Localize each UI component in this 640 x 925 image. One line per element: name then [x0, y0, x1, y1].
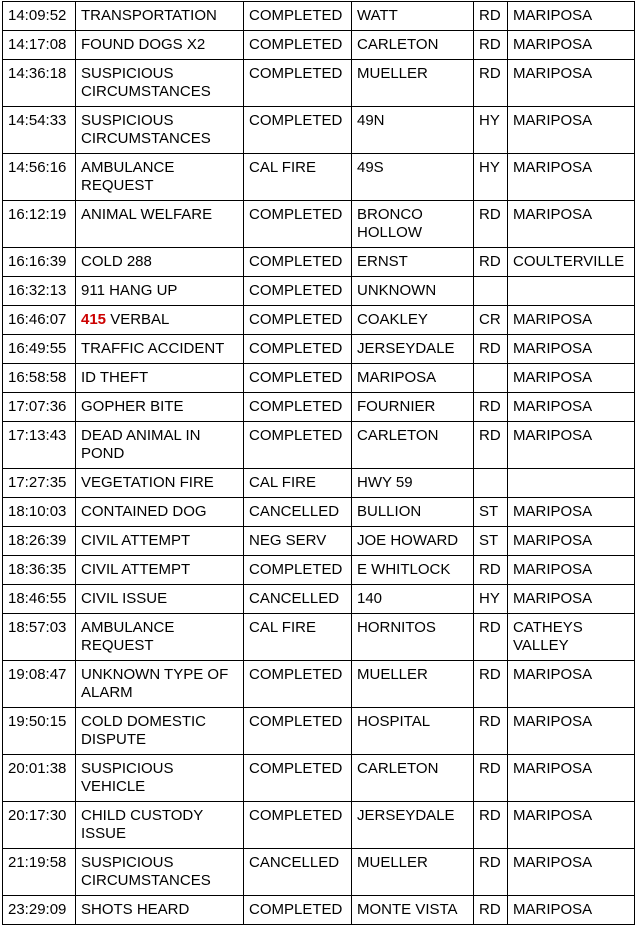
- incident-time-cell: 16:49:55: [3, 335, 76, 364]
- incident-type-cell: TRANSPORTATION: [76, 2, 244, 31]
- incident-time-cell: 23:29:09: [3, 896, 76, 925]
- incident-type-cell: UNKNOWN TYPE OF ALARM: [76, 661, 244, 708]
- incident-street-cell: COAKLEY: [352, 306, 474, 335]
- incident-type-cell: DEAD ANIMAL IN POND: [76, 422, 244, 469]
- incident-status-cell: COMPLETED: [244, 306, 352, 335]
- street-suffix-cell: HY: [474, 154, 508, 201]
- table-row: [3, 896, 635, 925]
- incident-street-cell: FOURNIER: [352, 393, 474, 422]
- street-suffix-cell: ST: [474, 527, 508, 556]
- incident-street-cell: BULLION: [352, 498, 474, 527]
- incident-street-cell: MUELLER: [352, 60, 474, 107]
- table-row: [3, 393, 635, 422]
- table-row: [3, 364, 635, 393]
- incident-status-cell: COMPLETED: [244, 31, 352, 60]
- incident-street-cell: HOSPITAL: [352, 708, 474, 755]
- incident-type-cell: AMBULANCE REQUEST: [76, 154, 244, 201]
- incident-city-cell: MARIPOSA: [508, 708, 635, 755]
- incident-time-cell: 18:46:55: [3, 585, 76, 614]
- table-row: [3, 201, 635, 248]
- incident-city-cell: MARIPOSA: [508, 498, 635, 527]
- incident-time-cell: 18:10:03: [3, 498, 76, 527]
- table-row: [3, 527, 635, 556]
- street-suffix-cell: RD: [474, 31, 508, 60]
- incident-street-cell: MUELLER: [352, 849, 474, 896]
- street-suffix-cell: RD: [474, 708, 508, 755]
- street-suffix-cell: RD: [474, 755, 508, 802]
- incident-status-cell: COMPLETED: [244, 755, 352, 802]
- incident-type-cell: [76, 306, 244, 335]
- table-row: [3, 2, 635, 31]
- table-row: [3, 422, 635, 469]
- incident-type-cell: SUSPICIOUS CIRCUMSTANCES: [76, 107, 244, 154]
- table-row: [3, 661, 635, 708]
- incident-street-cell: CARLETON: [352, 422, 474, 469]
- incident-street-cell: MARIPOSA: [352, 364, 474, 393]
- incident-city-cell: MARIPOSA: [508, 556, 635, 585]
- incident-time-cell: 16:58:58: [3, 364, 76, 393]
- incident-time-cell: 14:09:52: [3, 2, 76, 31]
- incident-street-cell: JERSEYDALE: [352, 335, 474, 364]
- street-suffix-cell: RD: [474, 422, 508, 469]
- incident-city-cell: MARIPOSA: [508, 107, 635, 154]
- table-row: [3, 60, 635, 107]
- street-suffix-cell: RD: [474, 661, 508, 708]
- table-row: [3, 31, 635, 60]
- street-suffix-cell: RD: [474, 556, 508, 585]
- incident-time-cell: 17:13:43: [3, 422, 76, 469]
- incident-time-cell: 21:19:58: [3, 849, 76, 896]
- incident-type-cell: SHOTS HEARD: [76, 896, 244, 925]
- street-suffix-cell: RD: [474, 849, 508, 896]
- incident-status-cell: COMPLETED: [244, 201, 352, 248]
- incident-status-cell: CAL FIRE: [244, 154, 352, 201]
- incident-type-cell: ID THEFT: [76, 364, 244, 393]
- incident-street-cell: CARLETON: [352, 755, 474, 802]
- incident-city-cell: MARIPOSA: [508, 306, 635, 335]
- street-suffix-cell: RD: [474, 896, 508, 925]
- incident-status-cell: COMPLETED: [244, 393, 352, 422]
- incident-type-cell: CIVIL ATTEMPT: [76, 556, 244, 585]
- street-suffix-cell: RD: [474, 60, 508, 107]
- incident-type-cell: CONTAINED DOG: [76, 498, 244, 527]
- table-row: [3, 469, 635, 498]
- incident-code-label: 415: [81, 311, 107, 328]
- incident-type-cell: FOUND DOGS X2: [76, 31, 244, 60]
- incident-time-cell: 19:50:15: [3, 708, 76, 755]
- incident-time-cell: 18:26:39: [3, 527, 76, 556]
- street-suffix-cell: [474, 364, 508, 393]
- table-row: [3, 614, 635, 661]
- table-row: [3, 708, 635, 755]
- incident-status-cell: COMPLETED: [244, 661, 352, 708]
- street-suffix-cell: RD: [474, 614, 508, 661]
- incident-type-cell: VEGETATION FIRE: [76, 469, 244, 498]
- incident-city-cell: MARIPOSA: [508, 154, 635, 201]
- incident-status-cell: COMPLETED: [244, 556, 352, 585]
- incident-city-cell: MARIPOSA: [508, 849, 635, 896]
- incident-type-cell: GOPHER BITE: [76, 393, 244, 422]
- street-suffix-cell: CR: [474, 306, 508, 335]
- incident-type-cell: 911 HANG UP: [76, 277, 244, 306]
- incident-status-cell: CANCELLED: [244, 585, 352, 614]
- incident-status-cell: COMPLETED: [244, 335, 352, 364]
- incident-type-cell: SUSPICIOUS CIRCUMSTANCES: [76, 849, 244, 896]
- incident-time-cell: 19:08:47: [3, 661, 76, 708]
- incident-time-cell: 16:32:13: [3, 277, 76, 306]
- incident-city-cell: [508, 277, 635, 306]
- incident-city-cell: CATHEYS VALLEY: [508, 614, 635, 661]
- incident-city-cell: COULTERVILLE: [508, 248, 635, 277]
- incident-time-cell: 17:07:36: [3, 393, 76, 422]
- incident-city-cell: MARIPOSA: [508, 393, 635, 422]
- incident-city-cell: MARIPOSA: [508, 364, 635, 393]
- street-suffix-cell: [474, 469, 508, 498]
- incident-city-cell: MARIPOSA: [508, 802, 635, 849]
- incident-time-cell: 14:17:08: [3, 31, 76, 60]
- incident-type-cell: CHILD CUSTODY ISSUE: [76, 802, 244, 849]
- incident-type-cell: SUSPICIOUS VEHICLE: [76, 755, 244, 802]
- incident-street-cell: 140: [352, 585, 474, 614]
- incident-city-cell: MARIPOSA: [508, 201, 635, 248]
- incident-time-cell: 14:36:18: [3, 60, 76, 107]
- incident-time-cell: 14:54:33: [3, 107, 76, 154]
- incident-street-cell: ERNST: [352, 248, 474, 277]
- incident-time-cell: 20:01:38: [3, 755, 76, 802]
- incident-time-cell: 20:17:30: [3, 802, 76, 849]
- incident-time-cell: 18:57:03: [3, 614, 76, 661]
- table-row: [3, 154, 635, 201]
- incident-status-cell: NEG SERV: [244, 527, 352, 556]
- incident-status-cell: COMPLETED: [244, 896, 352, 925]
- incident-city-cell: MARIPOSA: [508, 661, 635, 708]
- incident-time-cell: 16:12:19: [3, 201, 76, 248]
- incident-status-cell: COMPLETED: [244, 422, 352, 469]
- incident-street-cell: 49N: [352, 107, 474, 154]
- street-suffix-cell: [474, 277, 508, 306]
- table-row: [3, 248, 635, 277]
- street-suffix-cell: RD: [474, 2, 508, 31]
- incident-time-cell: 18:36:35: [3, 556, 76, 585]
- incident-status-cell: CAL FIRE: [244, 614, 352, 661]
- incident-street-cell: JERSEYDALE: [352, 802, 474, 849]
- incident-time-cell: 17:27:35: [3, 469, 76, 498]
- incident-type-cell: COLD 288: [76, 248, 244, 277]
- incident-city-cell: MARIPOSA: [508, 896, 635, 925]
- incident-street-cell: CARLETON: [352, 31, 474, 60]
- incident-status-cell: CANCELLED: [244, 498, 352, 527]
- incident-status-cell: COMPLETED: [244, 248, 352, 277]
- street-suffix-cell: RD: [474, 335, 508, 364]
- incident-type-cell: TRAFFIC ACCIDENT: [76, 335, 244, 364]
- incident-type-cell: ANIMAL WELFARE: [76, 201, 244, 248]
- incident-street-cell: E WHITLOCK: [352, 556, 474, 585]
- incident-type-cell: CIVIL ATTEMPT: [76, 527, 244, 556]
- table-row: [3, 335, 635, 364]
- incident-street-cell: BRONCO HOLLOW: [352, 201, 474, 248]
- incident-status-cell: COMPLETED: [244, 2, 352, 31]
- incident-time-cell: 16:46:07: [3, 306, 76, 335]
- incident-type-cell: COLD DOMESTIC DISPUTE: [76, 708, 244, 755]
- street-suffix-cell: RD: [474, 802, 508, 849]
- table-row: [3, 556, 635, 585]
- incident-street-cell: JOE HOWARD: [352, 527, 474, 556]
- incident-city-cell: MARIPOSA: [508, 585, 635, 614]
- incident-street-cell: MONTE VISTA: [352, 896, 474, 925]
- incident-status-cell: CANCELLED: [244, 849, 352, 896]
- incident-street-cell: HORNITOS: [352, 614, 474, 661]
- table-row: [3, 849, 635, 896]
- table-row: [3, 107, 635, 154]
- incident-status-cell: COMPLETED: [244, 708, 352, 755]
- table-row: [3, 755, 635, 802]
- incident-street-cell: WATT: [352, 2, 474, 31]
- street-suffix-cell: RD: [474, 393, 508, 422]
- incident-log-table: [2, 1, 635, 925]
- incident-city-cell: MARIPOSA: [508, 755, 635, 802]
- incident-city-cell: MARIPOSA: [508, 60, 635, 107]
- incident-status-cell: COMPLETED: [244, 802, 352, 849]
- table-row: [3, 306, 635, 335]
- incident-type-cell: CIVIL ISSUE: [76, 585, 244, 614]
- incident-city-cell: MARIPOSA: [508, 2, 635, 31]
- street-suffix-cell: HY: [474, 585, 508, 614]
- table-row: [3, 802, 635, 849]
- table-row: [3, 585, 635, 614]
- incident-city-cell: MARIPOSA: [508, 31, 635, 60]
- incident-city-cell: MARIPOSA: [508, 335, 635, 364]
- incident-city-cell: [508, 469, 635, 498]
- street-suffix-cell: RD: [474, 201, 508, 248]
- street-suffix-cell: ST: [474, 498, 508, 527]
- table-row: [3, 498, 635, 527]
- incident-time-cell: 16:16:39: [3, 248, 76, 277]
- street-suffix-cell: HY: [474, 107, 508, 154]
- incident-status-cell: COMPLETED: [244, 364, 352, 393]
- incident-street-cell: 49S: [352, 154, 474, 201]
- incident-city-cell: MARIPOSA: [508, 527, 635, 556]
- incident-status-cell: COMPLETED: [244, 60, 352, 107]
- incident-type-label: VERBAL: [106, 311, 170, 328]
- incident-status-cell: COMPLETED: [244, 107, 352, 154]
- incident-type-cell: AMBULANCE REQUEST: [76, 614, 244, 661]
- incident-status-cell: CAL FIRE: [244, 469, 352, 498]
- incident-street-cell: UNKNOWN: [352, 277, 474, 306]
- street-suffix-cell: RD: [474, 248, 508, 277]
- incident-street-cell: HWY 59: [352, 469, 474, 498]
- incident-status-cell: COMPLETED: [244, 277, 352, 306]
- table-row: [3, 277, 635, 306]
- incident-type-cell: SUSPICIOUS CIRCUMSTANCES: [76, 60, 244, 107]
- incident-city-cell: MARIPOSA: [508, 422, 635, 469]
- incident-street-cell: MUELLER: [352, 661, 474, 708]
- incident-time-cell: 14:56:16: [3, 154, 76, 201]
